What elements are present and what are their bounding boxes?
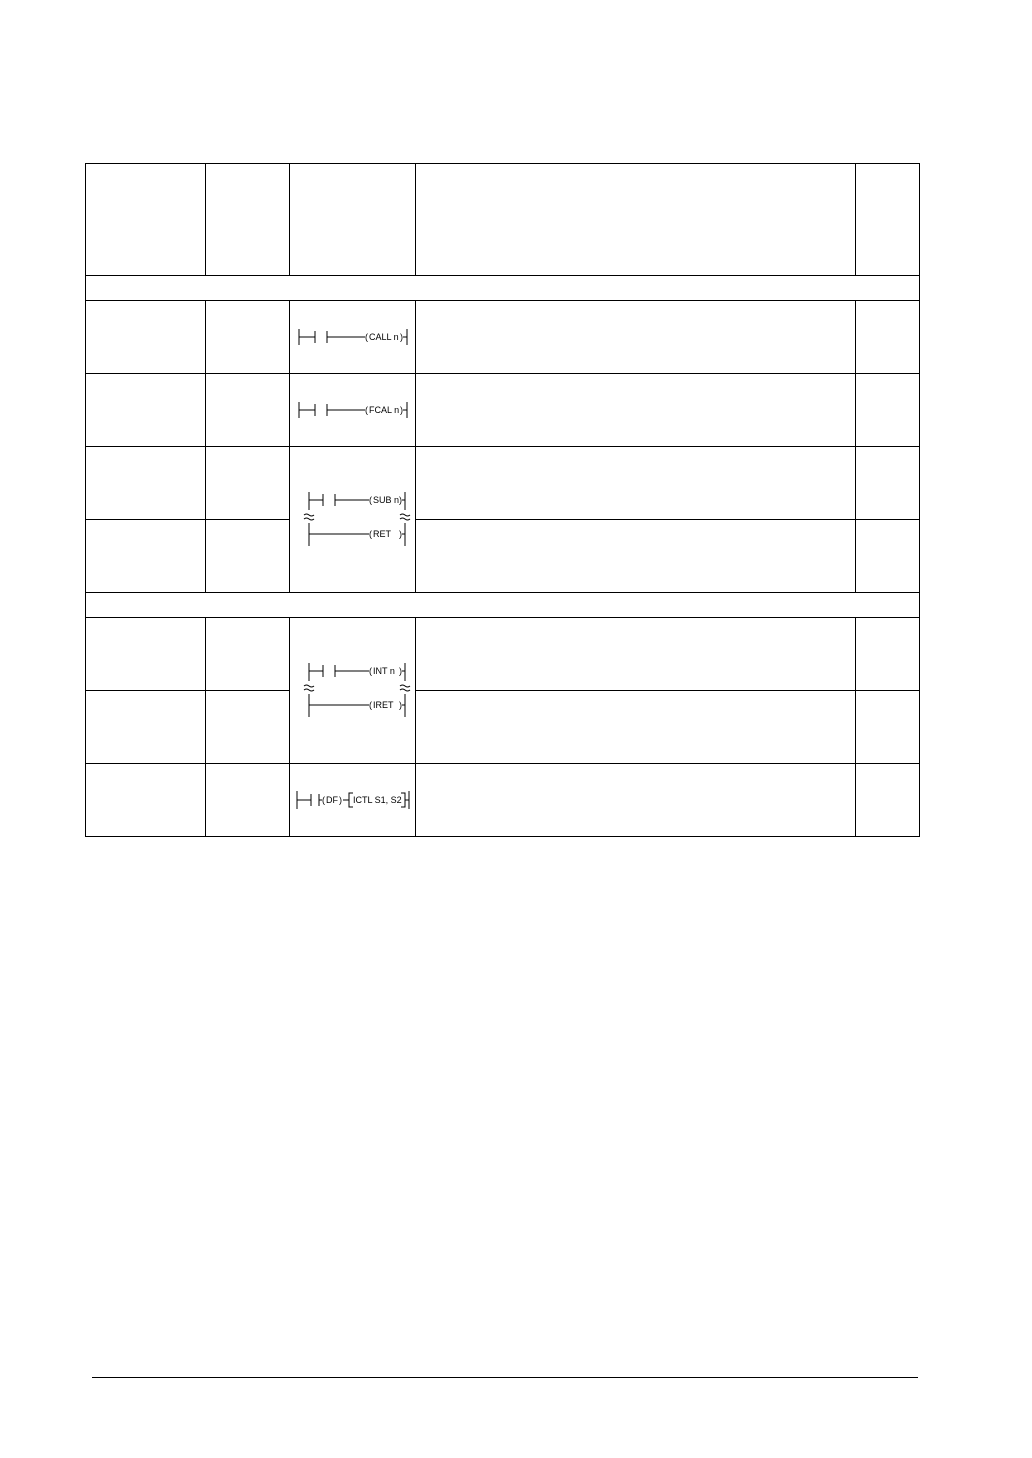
svg-text:(: ( (364, 405, 368, 415)
ladder-label-call: CALL n (368, 332, 399, 342)
row-cell-extra (856, 691, 920, 764)
row-cell-name (86, 764, 206, 837)
ladder-label-iret: IRET (372, 699, 394, 710)
row-cell-extra (856, 374, 920, 447)
row-cell-name (86, 301, 206, 374)
row-cell-code (206, 447, 290, 520)
row-cell-extra (856, 618, 920, 691)
section-title (86, 593, 920, 618)
row-cell-description (416, 520, 856, 593)
svg-text:(: ( (368, 494, 372, 505)
svg-text:): ) (398, 699, 402, 710)
row-cell-description (416, 301, 856, 374)
ladder-label-ictl: ICTL S1, S2 (352, 795, 402, 805)
header-cell-1 (86, 164, 206, 276)
table-row-iret (86, 691, 920, 764)
table-row-int (86, 618, 920, 691)
ladder-cell-sub-ret (290, 447, 416, 593)
section-row-interrupt (86, 593, 920, 618)
ladder-cell-int-iret (290, 618, 416, 764)
row-cell-description (416, 447, 856, 520)
table-row-ictl (86, 764, 920, 837)
footer-divider (92, 1377, 918, 1378)
row-cell-description (416, 764, 856, 837)
row-cell-name (86, 691, 206, 764)
row-cell-extra (856, 301, 920, 374)
ladder-diagram-call (295, 325, 411, 349)
ladder-diagram-ictl (293, 787, 413, 813)
svg-text:): ) (338, 795, 342, 805)
ladder-label-df: DF (325, 795, 338, 805)
ladder-cell-fcal (290, 374, 416, 447)
row-cell-code (206, 618, 290, 691)
svg-text:(: ( (368, 528, 372, 539)
ladder-diagram-sub-ret (295, 488, 411, 552)
table-row-fcal (86, 374, 920, 447)
row-cell-extra (856, 447, 920, 520)
row-cell-description (416, 691, 856, 764)
ladder-cell-ictl (290, 764, 416, 837)
svg-text:(: ( (364, 332, 368, 342)
header-cell-2 (206, 164, 290, 276)
row-cell-name (86, 520, 206, 593)
table-row-sub (86, 447, 920, 520)
section-title (86, 276, 920, 301)
instruction-table-grid (85, 163, 920, 837)
header-cell-4 (416, 164, 856, 276)
ladder-label-int: INT n (372, 665, 395, 676)
row-cell-extra (856, 520, 920, 593)
row-cell-code (206, 764, 290, 837)
row-cell-extra (856, 764, 920, 837)
ladder-label-sub: SUB n (372, 494, 399, 505)
svg-text:): ) (398, 665, 402, 676)
ladder-diagram-int-iret (295, 659, 411, 723)
header-cell-5 (856, 164, 920, 276)
ladder-cell-call (290, 301, 416, 374)
svg-text:(: ( (368, 665, 372, 676)
svg-text:): ) (399, 405, 403, 415)
table-header-row (86, 164, 920, 276)
row-cell-code (206, 691, 290, 764)
row-cell-description (416, 618, 856, 691)
ladder-diagram-fcal (295, 398, 411, 422)
row-cell-code (206, 301, 290, 374)
svg-text:): ) (398, 494, 402, 505)
table-row-ret (86, 520, 920, 593)
section-row-subroutine (86, 276, 920, 301)
ladder-label-fcal: FCAL n (368, 405, 399, 415)
header-cell-3 (290, 164, 416, 276)
svg-text:(: ( (368, 699, 372, 710)
svg-text:): ) (399, 332, 403, 342)
table-row-call (86, 301, 920, 374)
ladder-label-ret: RET (372, 528, 391, 539)
row-cell-name (86, 374, 206, 447)
row-cell-name (86, 447, 206, 520)
svg-text:): ) (398, 528, 402, 539)
svg-text:(: ( (321, 795, 325, 805)
row-cell-description (416, 374, 856, 447)
row-cell-code (206, 520, 290, 593)
instruction-table (85, 163, 919, 837)
row-cell-code (206, 374, 290, 447)
row-cell-name (86, 618, 206, 691)
